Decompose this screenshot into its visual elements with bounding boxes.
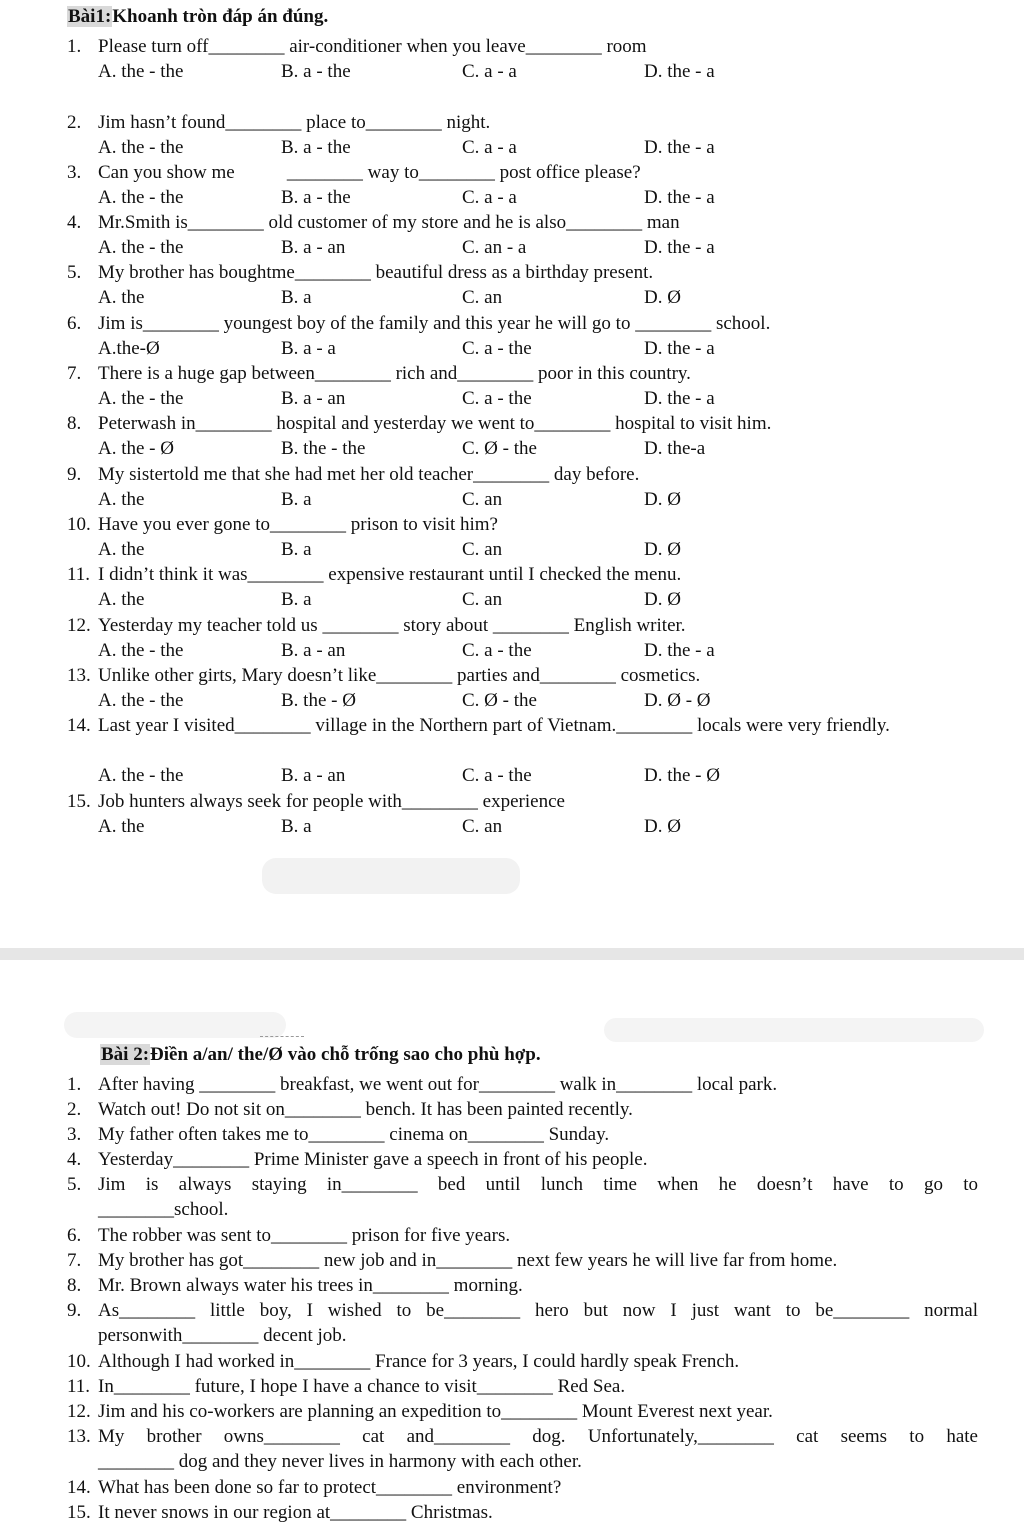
question-number: 1.: [67, 36, 82, 57]
answer-options: [98, 185, 978, 210]
option-d[interactable]: D. Ø: [644, 489, 681, 510]
option-d[interactable]: D. the - a: [644, 640, 715, 661]
exercise-page-2: [0, 960, 1024, 1530]
answer-options: [98, 763, 978, 788]
option-b[interactable]: B. a: [281, 816, 312, 837]
option-c[interactable]: C. an: [462, 539, 503, 560]
option-c[interactable]: C. an: [462, 589, 503, 610]
question-text[interactable]: My brother has got________ new job and in________ next few years he will live far from home.: [98, 1250, 838, 1271]
question-number: 7.: [67, 363, 82, 384]
option-d[interactable]: D. Ø: [644, 816, 681, 837]
answer-options: [98, 814, 978, 839]
question-number: 10.: [67, 1351, 91, 1372]
question-number: 6.: [67, 1225, 82, 1246]
question-number: 7.: [67, 1250, 82, 1271]
option-a[interactable]: A. the - Ø: [98, 438, 174, 459]
section1-title: Khoanh tròn đáp án đúng.: [112, 6, 329, 27]
question-number: 14.: [67, 715, 91, 736]
option-c[interactable]: C. Ø - the: [462, 690, 537, 711]
option-c[interactable]: C. an: [462, 287, 503, 308]
option-a[interactable]: A. the - the: [98, 388, 184, 409]
option-b[interactable]: B. a - an: [281, 765, 346, 786]
question-number: 6.: [67, 313, 82, 334]
option-c[interactable]: C. Ø - the: [462, 438, 537, 459]
option-a[interactable]: A. the: [98, 287, 145, 308]
option-a[interactable]: A. the - the: [98, 237, 184, 258]
question-text: My sistertold me that she had met her old teacher________ day before.: [98, 464, 640, 485]
erased-smudge: [64, 1012, 286, 1038]
option-d[interactable]: D. the - a: [644, 137, 715, 158]
question-text[interactable]: It never snows in our region at________ Christmas.: [98, 1502, 493, 1523]
question-continuation[interactable]: ________school.: [98, 1199, 229, 1220]
question-number: 14.: [67, 1477, 91, 1498]
question-text: Yesterday my teacher told us ________ story about ________ English writer.: [98, 615, 686, 636]
option-a[interactable]: A. the: [98, 539, 145, 560]
option-a[interactable]: A. the: [98, 816, 145, 837]
option-d[interactable]: D. Ø - Ø: [644, 690, 711, 711]
option-b[interactable]: B. the - the: [281, 438, 366, 459]
answer-options: [98, 487, 978, 512]
question-text[interactable]: What has been done so far to protect________ environment?: [98, 1477, 562, 1498]
option-a[interactable]: A. the - the: [98, 690, 184, 711]
answer-options: [98, 386, 978, 411]
option-a[interactable]: A. the: [98, 589, 145, 610]
answer-options: [98, 436, 978, 461]
question-text[interactable]: Mr. Brown always water his trees in________ morning.: [98, 1275, 523, 1296]
question-text: Mr.Smith is________ old customer of my store and he is also________ man: [98, 212, 680, 233]
question-text[interactable]: Watch out! Do not sit on________ bench. It has been painted recently.: [98, 1099, 633, 1120]
option-c[interactable]: C. an - a: [462, 237, 527, 258]
question-number: 15.: [67, 1502, 91, 1523]
question-text: Have you ever gone to________ prison to visit him?: [98, 514, 498, 535]
question-text: Job hunters always seek for people with________ experience: [98, 791, 565, 812]
option-a[interactable]: A. the: [98, 489, 145, 510]
option-b[interactable]: B. a - the: [281, 187, 351, 208]
option-a[interactable]: A. the - the: [98, 640, 184, 661]
question-text: Can you show me ________ way to________ post office please?: [98, 162, 641, 183]
question-number: 12.: [67, 615, 91, 636]
question-text: There is a huge gap between________ rich and________ poor in this country.: [98, 363, 691, 384]
question-text[interactable]: My father often takes me to________ cinema on________ Sunday.: [98, 1124, 610, 1145]
option-c[interactable]: C. a - a: [462, 61, 517, 82]
question-continuation[interactable]: ________ dog and they never lives in harmony with each other.: [98, 1451, 582, 1472]
question-text: Jim hasn’t found________ place to________ night.: [98, 112, 491, 133]
option-b[interactable]: B. a - the: [281, 137, 351, 158]
question-text[interactable]: Jim is always staying in________ bed until lunch time when he doesn’t have to go to: [98, 1174, 978, 1195]
answer-options: [98, 638, 978, 663]
question-text: Jim is________ youngest boy of the family and this year he will go to ________ school.: [98, 313, 771, 334]
option-d[interactable]: D. the - a: [644, 187, 715, 208]
question-text[interactable]: After having ________ breakfast, we went out for________ walk in________ local park.: [98, 1074, 778, 1095]
answer-options: [98, 336, 978, 361]
question-text[interactable]: Jim and his co-workers are planning an expedition to________ Mount Everest next year.: [98, 1401, 773, 1422]
option-d[interactable]: D. the - a: [644, 388, 715, 409]
option-d[interactable]: D. the-a: [644, 438, 706, 459]
question-text[interactable]: As________ little boy, I wished to be________ hero but now I just want to be________ normal: [98, 1300, 978, 1321]
question-number: 13.: [67, 1426, 91, 1447]
answer-options: [98, 587, 978, 612]
option-a[interactable]: A. the - the: [98, 61, 184, 82]
question-number: 2.: [67, 112, 82, 133]
erased-smudge: [262, 858, 520, 894]
option-b[interactable]: B. a - the: [281, 61, 351, 82]
option-c[interactable]: C. an: [462, 489, 503, 510]
question-number: 11.: [67, 564, 91, 585]
question-number: 8.: [67, 1275, 82, 1296]
option-b[interactable]: B. a - a: [281, 338, 336, 359]
question-text: Please turn off________ air-conditioner when you leave________ room: [98, 36, 647, 57]
question-number: 5.: [67, 262, 82, 283]
option-a[interactable]: A.the-Ø: [98, 338, 160, 359]
option-a[interactable]: A. the - the: [98, 137, 184, 158]
question-text[interactable]: Yesterday________ Prime Minister gave a speech in front of his people.: [98, 1149, 648, 1170]
answer-options: [98, 285, 978, 310]
answer-options: [98, 135, 978, 160]
option-b[interactable]: B. a: [281, 489, 312, 510]
option-b[interactable]: B. a: [281, 539, 312, 560]
question-number: 15.: [67, 791, 91, 812]
question-number: 11.: [67, 1376, 91, 1397]
option-c[interactable]: C. a - the: [462, 640, 532, 661]
option-c[interactable]: C. a - a: [462, 137, 517, 158]
question-text: My brother has boughtme________ beautiful dress as a birthday present.: [98, 262, 654, 283]
answer-options: [98, 59, 978, 84]
question-number: 8.: [67, 413, 82, 434]
option-b[interactable]: B. the - Ø: [281, 690, 356, 711]
question-number: 13.: [67, 665, 91, 686]
option-c[interactable]: C. an: [462, 816, 503, 837]
option-c[interactable]: C. a - a: [462, 187, 517, 208]
erased-smudge: [604, 1018, 984, 1042]
question-text[interactable]: My brother owns________ cat and________ dog. Unfortunately,________ cat seems to hate: [98, 1426, 978, 1447]
answer-options: [98, 688, 978, 713]
question-text[interactable]: The robber was sent to________ prison for five years.: [98, 1225, 511, 1246]
section2-heading: [100, 1044, 541, 1066]
question-number: 10.: [67, 514, 91, 535]
question-number: 3.: [67, 162, 82, 183]
option-b[interactable]: B. a - an: [281, 388, 346, 409]
question-text: Peterwash in________ hospital and yesterday we went to________ hospital to visit him.: [98, 413, 772, 434]
section1-heading: [67, 6, 328, 28]
question-continuation[interactable]: personwith________ decent job.: [98, 1325, 347, 1346]
option-d[interactable]: D. Ø: [644, 589, 681, 610]
question-number: 3.: [67, 1124, 82, 1145]
option-d[interactable]: D. Ø: [644, 539, 681, 560]
option-a[interactable]: A. the - the: [98, 187, 184, 208]
answer-options: [98, 537, 978, 562]
page-divider: [0, 948, 1024, 960]
option-d[interactable]: D. the - a: [644, 338, 715, 359]
question-number: 2.: [67, 1099, 82, 1120]
question-number: 9.: [67, 1300, 82, 1321]
option-d[interactable]: D. Ø: [644, 287, 681, 308]
dashed-mark: [260, 1036, 304, 1037]
question-number: 12.: [67, 1401, 91, 1422]
option-b[interactable]: B. a: [281, 287, 312, 308]
answer-options: [98, 235, 978, 260]
question-number: 4.: [67, 212, 82, 233]
option-c[interactable]: C. a - the: [462, 765, 532, 786]
option-b[interactable]: B. a - an: [281, 640, 346, 661]
option-d[interactable]: D. the - a: [644, 237, 715, 258]
section1-tag: Bài1:: [68, 6, 112, 27]
question-number: 1.: [67, 1074, 82, 1095]
question-text[interactable]: Although I had worked in________ France for 3 years, I could hardly speak French.: [98, 1351, 740, 1372]
option-d[interactable]: D. the - a: [644, 61, 715, 82]
question-text: Last year I visited________ village in the Northern part of Vietnam.________ locals were very friendly.: [98, 715, 890, 736]
option-d[interactable]: D. the - Ø: [644, 765, 720, 786]
question-number: 5.: [67, 1174, 82, 1195]
option-c[interactable]: C. a - the: [462, 338, 532, 359]
option-b[interactable]: B. a - an: [281, 237, 346, 258]
option-b[interactable]: B. a: [281, 589, 312, 610]
question-number: 9.: [67, 464, 82, 485]
question-text: I didn’t think it was________ expensive restaurant until I checked the menu.: [98, 564, 682, 585]
question-number: 4.: [67, 1149, 82, 1170]
section2-tag: Bài 2:: [101, 1044, 150, 1065]
question-text[interactable]: In________ future, I hope I have a chance to visit________ Red Sea.: [98, 1376, 626, 1397]
question-text: Unlike other girts, Mary doesn’t like________ parties and________ cosmetics.: [98, 665, 701, 686]
section2-title: Điền a/an/ the/Ø vào chỗ trống sao cho phù hợp.: [150, 1044, 541, 1065]
option-a[interactable]: A. the - the: [98, 765, 184, 786]
option-c[interactable]: C. a - the: [462, 388, 532, 409]
